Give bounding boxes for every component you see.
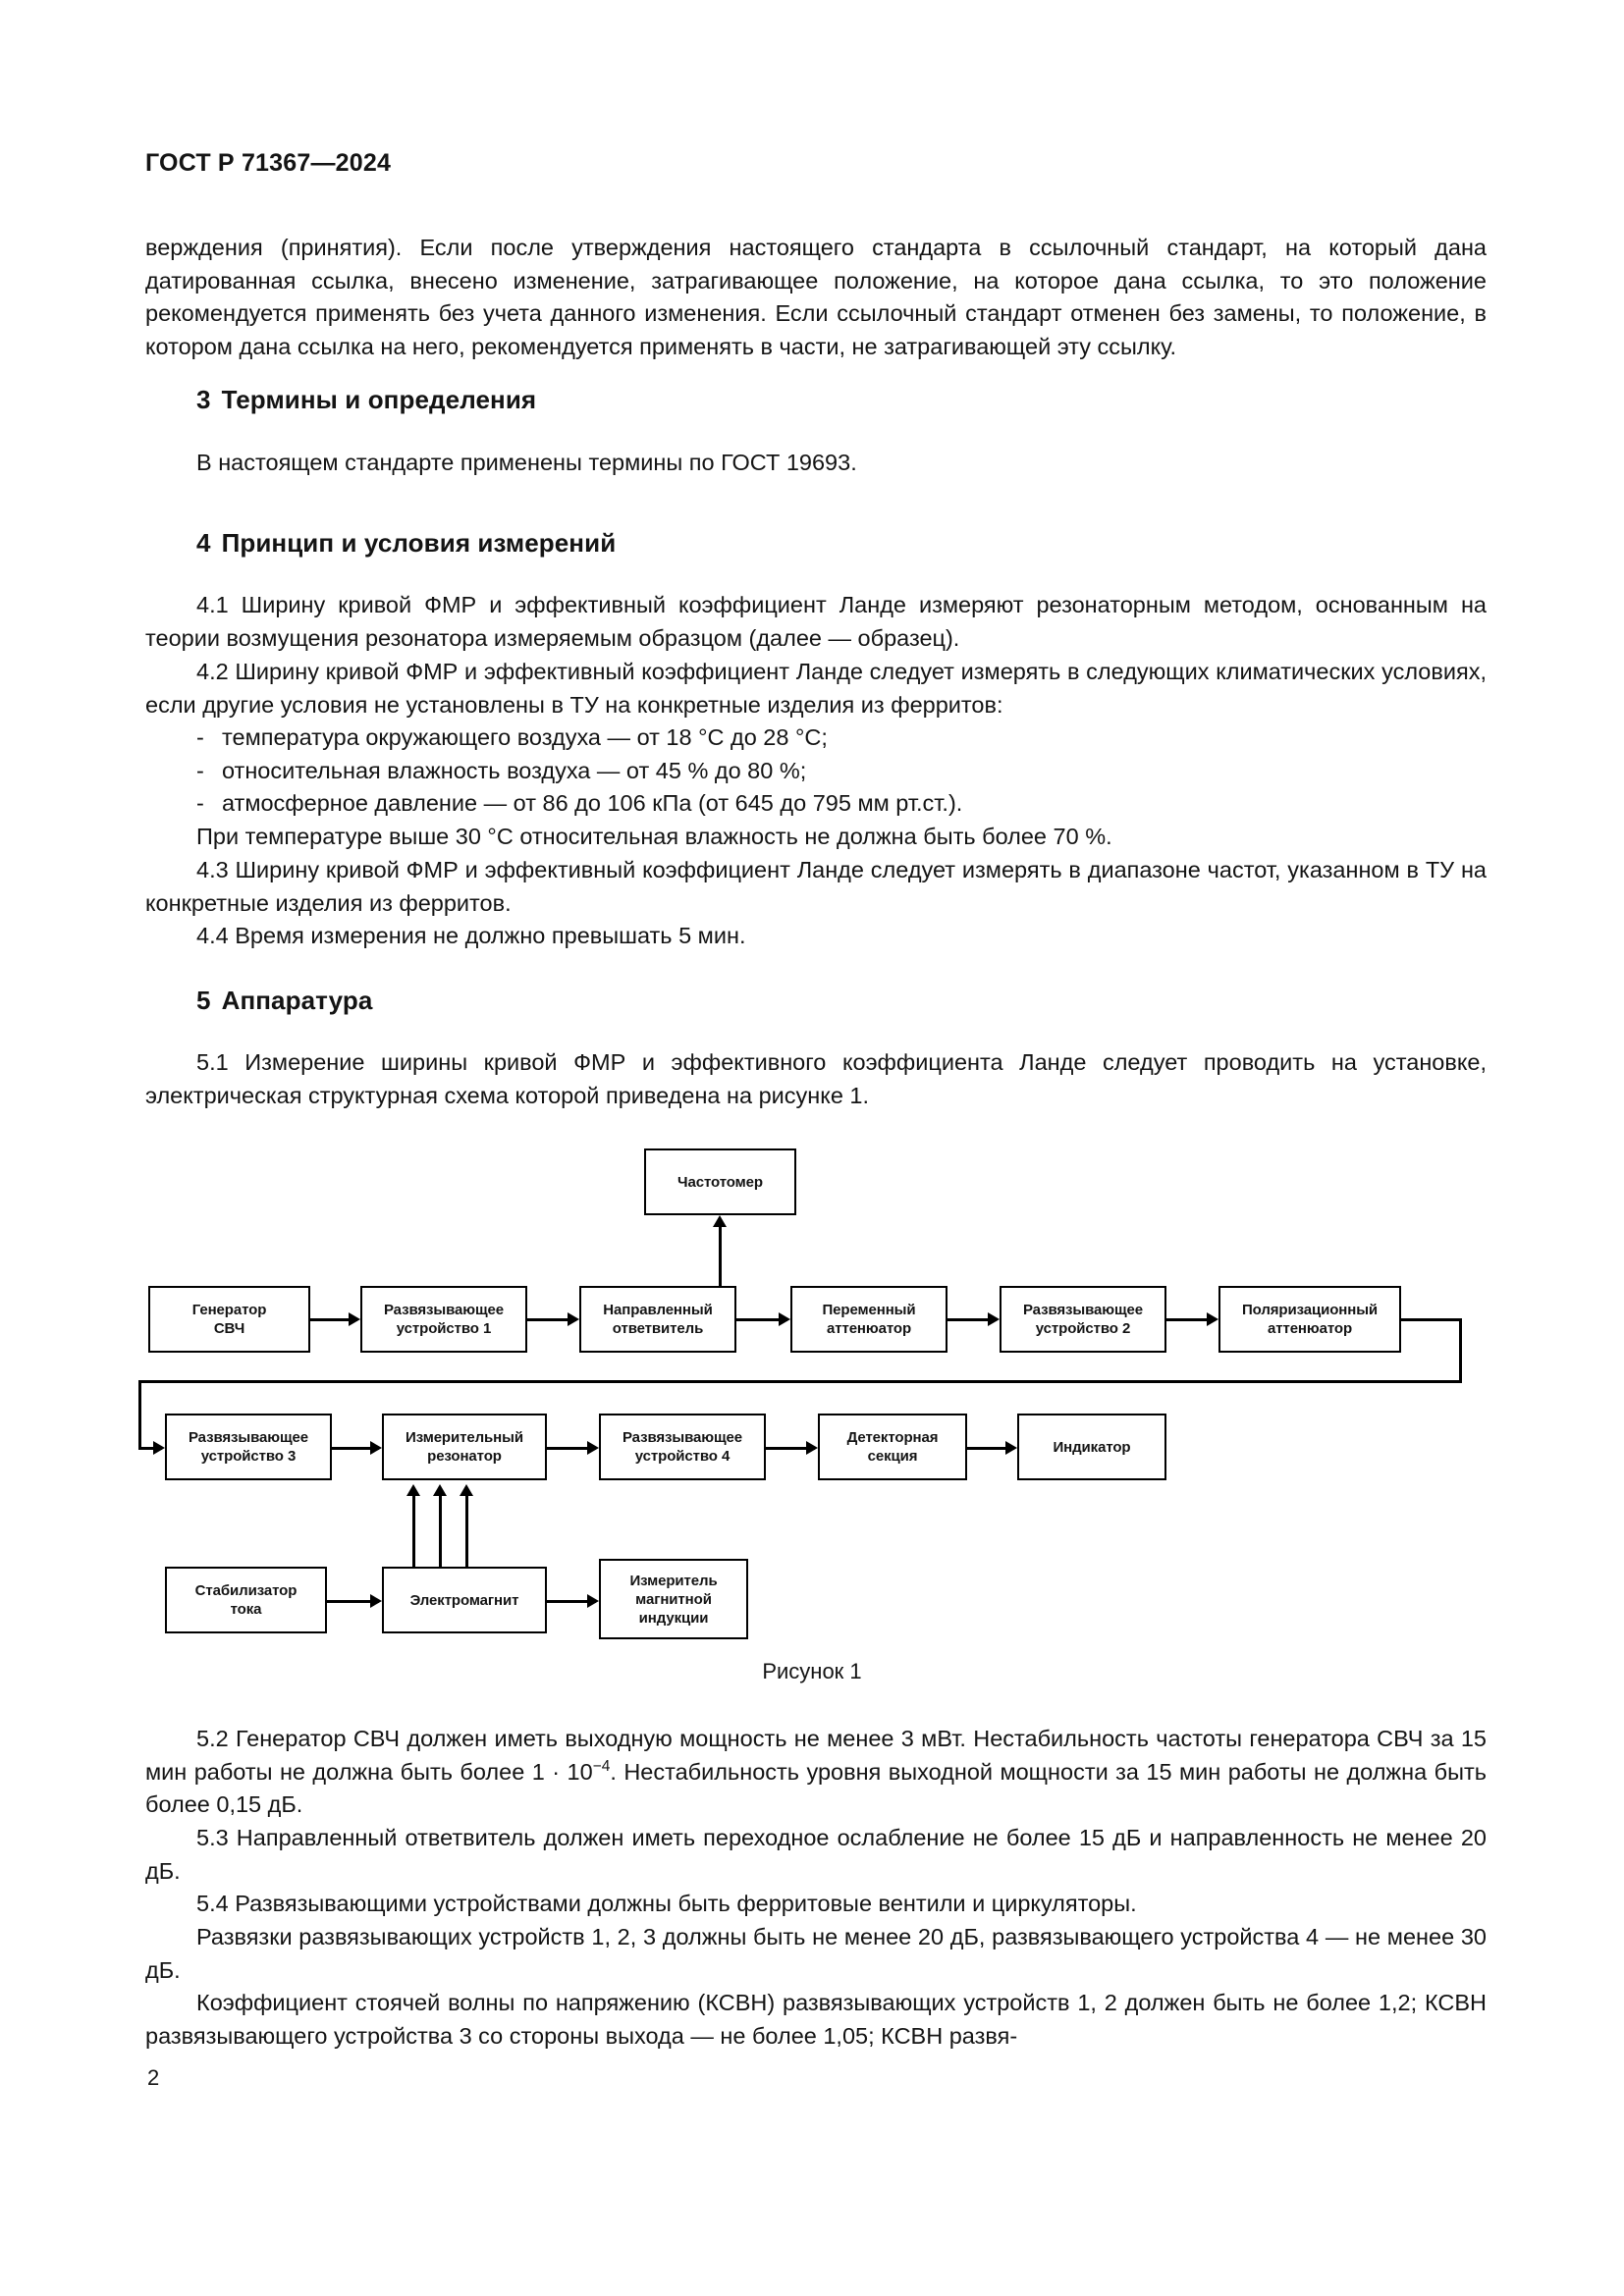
clause-5-4-text: 5.4 Развязывающими устройствами должны быть ферритовые вентили и циркуляторы. <box>196 1891 1137 1916</box>
clause-5-4-note-2-text: Коэффициент стоячей волны по напряжению (КСВН) развязывающих устройств 1, 2 должен быть не более 1,2; КСВН развязывающего устройства 3 со стороны выхода — не более 1,05; КСВН развя- <box>145 1990 1487 2049</box>
condition-item-temperature-text: температура окружающего воздуха — от 18 °C до 28 °C; <box>222 724 828 750</box>
figure-1-block-diagram <box>145 1147 1487 1637</box>
figure-box-detector-section <box>818 1414 967 1480</box>
figure-arrow-up-to-resonator-2 <box>433 1484 447 1496</box>
figure-arrow-right-to-resonator <box>370 1441 382 1455</box>
figure-connector-wrap-right <box>1459 1318 1462 1382</box>
figure-box-variable-attenuator-label: Переменный аттенюатор <box>822 1302 916 1337</box>
figure-arrow-right-to-variable-attenuator <box>779 1312 790 1326</box>
figure-box-measuring-resonator <box>382 1414 547 1480</box>
humidity-note-text: При температуре выше 30 °C относительная влажность не должна быть более 70 %. <box>196 824 1112 849</box>
figure-arrow-right-to-detector-section <box>806 1441 818 1455</box>
figure-connector-wrap-left <box>138 1380 141 1449</box>
figure-connector-electromagnet-to-resonator-2 <box>439 1496 442 1569</box>
figure-box-polarization-attenuator <box>1218 1286 1401 1353</box>
climatic-conditions-list <box>145 721 1487 821</box>
clause-5-4-block <box>145 1888 1487 1921</box>
section-heading-5 <box>196 986 372 1016</box>
figure-arrow-right-to-polarization-attenuator <box>1207 1312 1218 1326</box>
figure-arrow-right-to-isolator4 <box>587 1441 599 1455</box>
figure-box-isolator-2-label: Развязывающее устройство 2 <box>1022 1302 1144 1337</box>
section-number-5: 5 <box>196 986 211 1015</box>
figure-arrow-right-to-isolator1 <box>349 1312 360 1326</box>
figure-box-isolator-3-label: Развязывающее устройство 3 <box>188 1429 309 1465</box>
figure-arrow-right-to-isolator3 <box>153 1441 165 1455</box>
section-heading-4 <box>196 528 616 559</box>
figure-arrow-up-to-resonator-3 <box>460 1484 473 1496</box>
figure-arrow-right-to-isolator2 <box>988 1312 1000 1326</box>
section-3-body-block <box>145 447 1487 480</box>
figure-connector-wrap-top <box>1401 1318 1462 1321</box>
clause-5-2-exponent: −4 <box>592 1757 611 1775</box>
clause-4-2-text: 4.2 Ширину кривой ФМР и эффективный коэффициент Ланде следует измерять в следующих климатических условиях, если другие условия не установлены в ТУ на конкретные изделия из ферритов: <box>145 659 1487 718</box>
condition-item-pressure <box>145 787 1487 821</box>
clause-4-3-text: 4.3 Ширину кривой ФМР и эффективный коэффициент Ланде следует измерять в диапазоне частот, указанном в ТУ на конкретные изделия из ферритов. <box>145 857 1487 916</box>
figure-box-isolator-4 <box>599 1414 766 1480</box>
clause-5-2-text <box>145 1723 1487 1822</box>
clause-4-1-text: 4.1 Ширину кривой ФМР и эффективный коэффициент Ланде измеряют резонаторным методом, основанным на теории возмущения резонатора измеряемым образцом (далее — образец). <box>145 592 1487 651</box>
section-number-3: 3 <box>196 385 211 414</box>
figure-box-frequency-meter <box>644 1148 796 1215</box>
clause-5-3-text: 5.3 Направленный ответвитель должен иметь переходное ослабление не более 15 дБ и направленность не менее 20 дБ. <box>145 1825 1487 1884</box>
dash-bullet-icon: - <box>196 757 204 783</box>
figure-arrow-right-to-induction-meter <box>587 1594 599 1608</box>
figure-box-isolator-1-label: Развязывающее устройство 1 <box>383 1302 505 1337</box>
figure-box-measuring-resonator-label: Измерительный резонатор <box>406 1429 523 1465</box>
figure-box-frequency-meter-label: Частотомер <box>677 1173 763 1191</box>
clause-5-4-note-1-text: Развязки развязывающих устройств 1, 2, 3 должны быть не менее 20 дБ, развязывающего устройства 4 — не менее 30 дБ. <box>145 1924 1487 1983</box>
figure-box-detector-section-label: Детекторная секция <box>846 1429 939 1465</box>
figure-box-current-stabilizer <box>165 1567 327 1633</box>
clause-5-2-part1: 5.2 Генератор СВЧ должен иметь выходную мощность не менее 3 мВт. Нестабильность частоты генератора СВЧ за 15 мин работы не должна быть более 1 · 10 <box>145 1726 1487 1785</box>
condition-item-temperature <box>145 721 1487 755</box>
clause-5-4-note-1-block <box>145 1921 1487 1987</box>
page-number: 2 <box>147 2065 160 2090</box>
section-number-4: 4 <box>196 528 211 558</box>
figure-box-generator <box>148 1286 310 1353</box>
figure-box-generator-label: Генератор СВЧ <box>191 1302 267 1337</box>
figure-box-electromagnet <box>382 1567 547 1633</box>
figure-connector-electromagnet-to-resonator-1 <box>412 1496 415 1569</box>
figure-arrow-up-to-frequency-meter <box>713 1215 727 1227</box>
clause-5-2-part2: . Нестабильность уровня выходной мощности за 15 мин работы не должна быть более 0,15 дБ. <box>145 1758 1487 1818</box>
figure-box-variable-attenuator <box>790 1286 947 1353</box>
figure-connector-wrap-bottom <box>138 1380 1462 1383</box>
clause-4-4-text: 4.4 Время измерения не должно превышать 5 мин. <box>196 923 746 948</box>
clause-5-1-text: 5.1 Измерение ширины кривой ФМР и эффективного коэффициента Ланде следует проводить на установке, электрическая структурная схема которой приведена на рисунке 1. <box>145 1049 1487 1108</box>
clause-4-4-block <box>145 920 1487 953</box>
clause-5-3-block <box>145 1822 1487 1888</box>
figure-box-isolator-4-label: Развязывающее устройство 4 <box>622 1429 743 1465</box>
clause-4-3-block <box>145 854 1487 920</box>
intro-paragraph-text: верждения (принятия). Если после утверждения настоящего стандарта в ссылочный стандарт, на который дана датированная ссылка, внесено изменение, затрагивающее положение, на которое дана ссылка, то это положение рекомендуется применять без учета данного изменения. Если ссылочный стандарт отменен без замены, то положение, в котором дана ссылка на него, рекомендуется применять в части, не затрагивающей эту ссылку. <box>145 235 1487 359</box>
section-title-5: Аппаратура <box>221 986 373 1015</box>
figure-box-isolator-2 <box>1000 1286 1166 1353</box>
intro-paragraph-block <box>145 232 1487 363</box>
figure-box-electromagnet-label: Электромагнит <box>409 1591 519 1609</box>
section-3-body-text: В настоящем стандарте применены термины по ГОСТ 19693. <box>196 450 857 475</box>
figure-box-directional-coupler-label: Направленный ответвитель <box>603 1302 713 1337</box>
section-heading-3 <box>196 385 536 415</box>
figure-box-isolator-1 <box>360 1286 527 1353</box>
section-title-3: Термины и определения <box>221 385 537 414</box>
figure-box-indicator <box>1017 1414 1166 1480</box>
condition-item-humidity-text: относительная влажность воздуха — от 45 % до 80 %; <box>222 757 807 783</box>
figure-connector-coupler-to-frequency-meter <box>719 1227 722 1286</box>
figure-connector-electromagnet-to-resonator-3 <box>465 1496 468 1569</box>
figure-1-caption: Рисунок 1 <box>762 1659 862 1683</box>
figure-arrow-right-to-coupler <box>568 1312 579 1326</box>
clause-4-1-block <box>145 589 1487 655</box>
clause-5-2-block <box>145 1723 1487 1822</box>
figure-box-directional-coupler <box>579 1286 736 1353</box>
condition-item-humidity <box>145 755 1487 788</box>
condition-item-pressure-text: атмосферное давление — от 86 до 106 кПа (от 645 до 795 мм рт.ст.). <box>222 790 963 817</box>
document-header-standard-number: ГОСТ Р 71367—2024 <box>145 149 392 177</box>
figure-box-indicator-label: Индикатор <box>1053 1438 1131 1456</box>
figure-box-induction-meter-label: Измеритель магнитной индукции <box>629 1572 718 1627</box>
dash-bullet-icon: - <box>196 790 204 817</box>
humidity-note-block <box>145 821 1487 854</box>
section-title-4: Принцип и условия измерений <box>221 528 617 558</box>
dash-bullet-icon: - <box>196 724 204 750</box>
figure-box-current-stabilizer-label: Стабилизатор тока <box>194 1582 298 1618</box>
figure-arrow-right-to-indicator <box>1005 1441 1017 1455</box>
figure-arrow-up-to-resonator-1 <box>406 1484 420 1496</box>
figure-box-isolator-3 <box>165 1414 332 1480</box>
figure-arrow-right-to-electromagnet <box>370 1594 382 1608</box>
clause-4-2-block <box>145 656 1487 721</box>
figure-box-induction-meter <box>599 1559 748 1639</box>
figure-box-polarization-attenuator-label: Поляризационный аттенюатор <box>1241 1302 1379 1337</box>
clause-5-1-block <box>145 1046 1487 1112</box>
clause-5-4-note-2-block <box>145 1987 1487 2053</box>
